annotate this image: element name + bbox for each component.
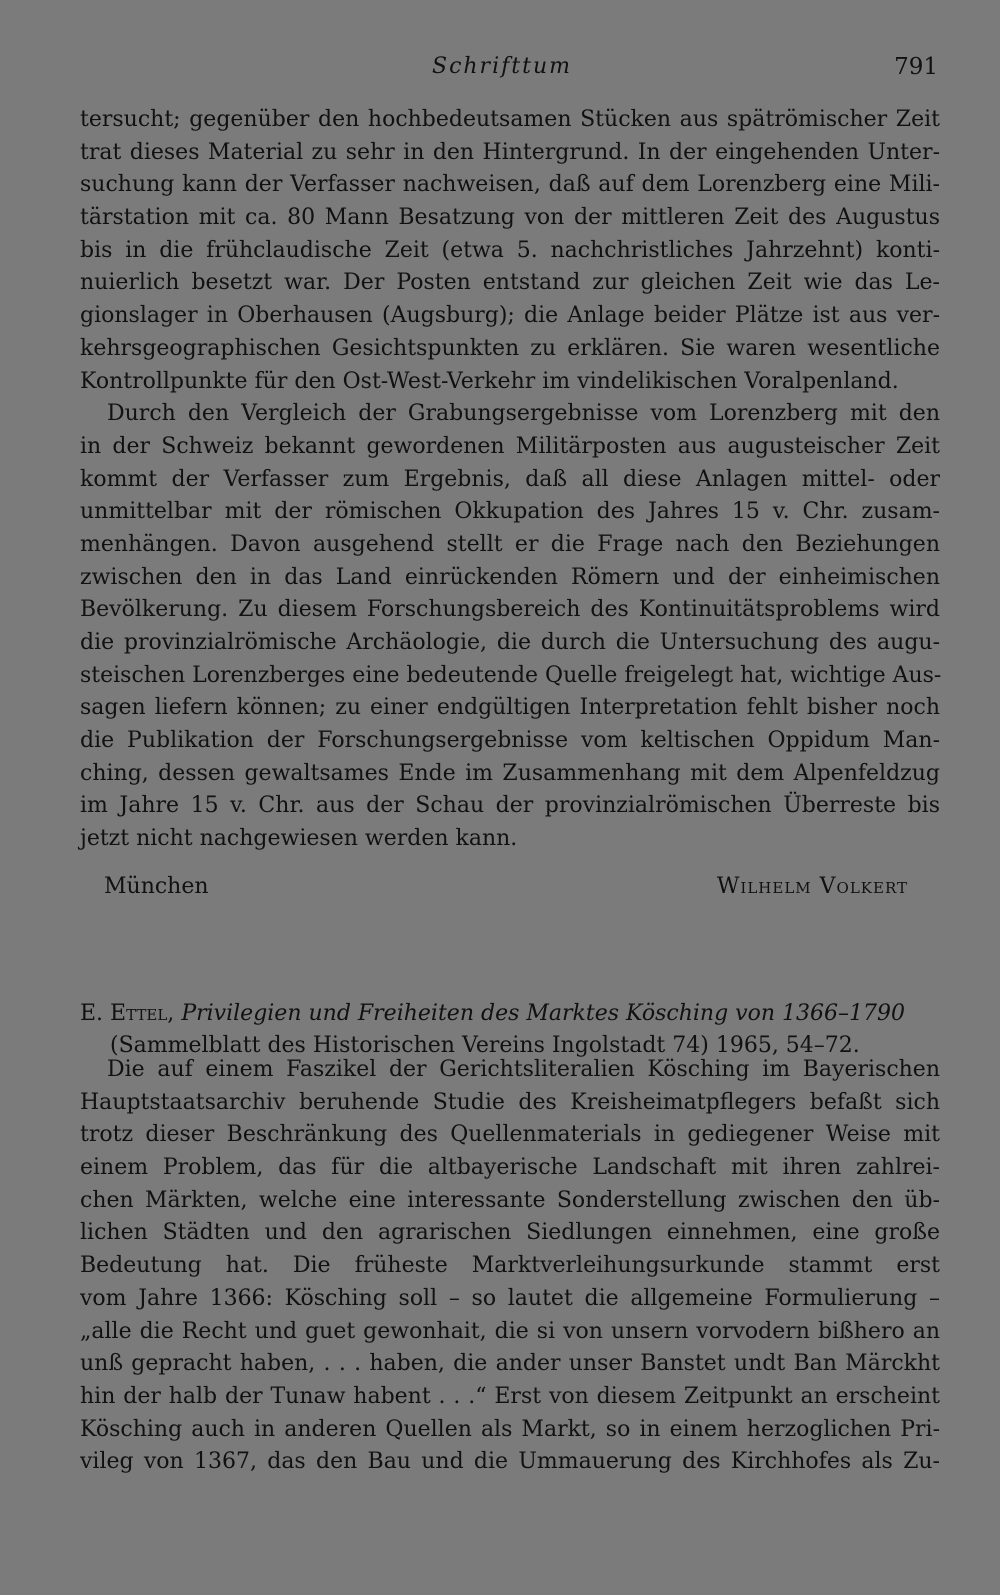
body-line: gionslager in Oberhausen (Augsburg); die Anlage beider Plätze ist aus ver- xyxy=(80,303,940,329)
body-line: einem Problem, das für die altbayerische Landschaft mit ihren zahlrei- xyxy=(80,1155,940,1181)
citation-title: Privilegien und Freiheiten des Marktes Kösching von 1366–1790 xyxy=(181,1001,905,1026)
body-line: steischen Lorenzberges eine bedeutende Quelle freigelegt hat, wichtige Aus- xyxy=(80,662,942,688)
body-line: lichen Städten und den agrarischen Siedlungen einnehmen, eine große xyxy=(80,1220,940,1246)
body-line: nuierlich besetzt war. Der Posten entstand zur gleichen Zeit wie das Le- xyxy=(80,270,940,296)
review-ettel-heading xyxy=(80,998,940,1062)
body-line: zwischen den in das Land einrückenden Römern und der einheimischen xyxy=(80,564,940,590)
body-line: Hauptstaatsarchiv beruhende Studie des Kreisheimatpflegers befaßt sich xyxy=(80,1089,940,1115)
body-line: tärstation mit ca. 80 Mann Besatzung von der mittleren Zeit des Augustus xyxy=(80,205,940,231)
body-line: ching, dessen gewaltsames Ende im Zusammenhang mit dem Alpenfeldzug xyxy=(80,760,940,786)
body-line: in der Schweiz bekannt gewordenen Militärposten aus augusteischer Zeit xyxy=(80,433,940,459)
body-line: jetzt nicht nachgewiesen werden kann. xyxy=(80,826,518,852)
body-line: vom Jahre 1366: Kösching soll – so lautet die allgemeine Formulierung – xyxy=(80,1285,940,1311)
body-line: Bevölkerung. Zu diesem Forschungsbereich des Kontinuitätsproblems wird xyxy=(80,597,940,623)
body-line: Die auf einem Faszikel der Gerichtsliteralien Kösching im Bayerischen xyxy=(107,1057,940,1082)
running-header xyxy=(80,48,940,88)
page-number: 791 xyxy=(894,54,938,80)
body-line: Kontrollpunkte für den Ost-West-Verkehr im vindelikischen Voralpenland. xyxy=(80,368,899,394)
body-line: menhängen. Davon ausgehend stellt er die Frage nach den Beziehungen xyxy=(80,531,940,557)
body-line: vileg von 1367, das den Bau und die Ummauerung des Kirchhofes als Zu- xyxy=(80,1449,940,1475)
signature-city: München xyxy=(104,874,209,899)
body-line: Durch den Vergleich der Grabungsergebnisse vom Lorenzberg mit den xyxy=(107,401,940,427)
body-line: die Publikation der Forschungsergebnisse vom keltischen Oppidum Man- xyxy=(80,728,940,754)
body-line: im Jahre 15 v. Chr. aus der Schau der provinzialrömischen Überreste bis xyxy=(80,793,940,819)
review-ettel-body xyxy=(80,1054,940,1479)
body-line: chen Märkten, welche eine interessante Sonderstellung zwischen den üb- xyxy=(80,1187,940,1213)
body-line: tersucht; gegenüber den hochbedeutsamen Stücken aus spätrömischer Zeit xyxy=(80,107,940,132)
citation-author: E. Ettel, xyxy=(80,1001,175,1026)
running-title: Schrifttum xyxy=(432,54,572,79)
body-line: kehrsgeographischen Gesichtspunkten zu erklären. Sie waren wesentliche xyxy=(80,335,940,361)
body-line: suchung kann der Verfasser nachweisen, daß auf dem Lorenzberg eine Mili- xyxy=(80,172,940,198)
citation-line xyxy=(80,998,940,1030)
body-line: Kösching auch in anderen Quellen als Markt, so in einem herzoglichen Pri- xyxy=(80,1416,940,1442)
body-line: „alle die Recht und guet gewonhait, die si von unsern vorvodern bißhero an xyxy=(80,1318,940,1344)
review-volkert-body xyxy=(80,104,940,856)
signature-author: Wilhelm Volkert xyxy=(716,874,908,899)
body-line: sagen liefern können; zu einer endgültigen Interpretation fehlt bisher noch xyxy=(80,695,940,721)
body-line: Bedeutung hat. Die früheste Marktverleihungsurkunde stammt erst xyxy=(80,1253,940,1279)
body-line: unmittelbar mit der römischen Okkupation des Jahres 15 v. Chr. zusam- xyxy=(80,499,940,525)
body-line: bis in die frühclaudische Zeit (etwa 5. nachchristliches Jahrzehnt) konti- xyxy=(80,237,940,263)
body-line: hin der halb der Tunaw habent . . .“ Erst von diesem Zeitpunkt an erscheint xyxy=(80,1383,940,1409)
citation-reference: (Sammelblatt des Historischen Vereins Ingolstadt 74) 1965, 54–72. xyxy=(110,1033,860,1058)
body-line: trotz dieser Beschränkung des Quellenmaterials in gediegener Weise mit xyxy=(80,1122,940,1148)
body-line: kommt der Verfasser zum Ergebnis, daß all diese Anlagen mittel- oder xyxy=(80,466,940,492)
body-line: die provinzialrömische Archäologie, die durch die Untersuchung des augu- xyxy=(80,630,940,655)
body-line: trat dieses Material zu sehr in den Hintergrund. In der eingehenden Unter- xyxy=(80,139,940,165)
body-line: unß gepracht haben, . . . haben, die ander unser Banstet undt Ban Märckht xyxy=(80,1351,940,1377)
